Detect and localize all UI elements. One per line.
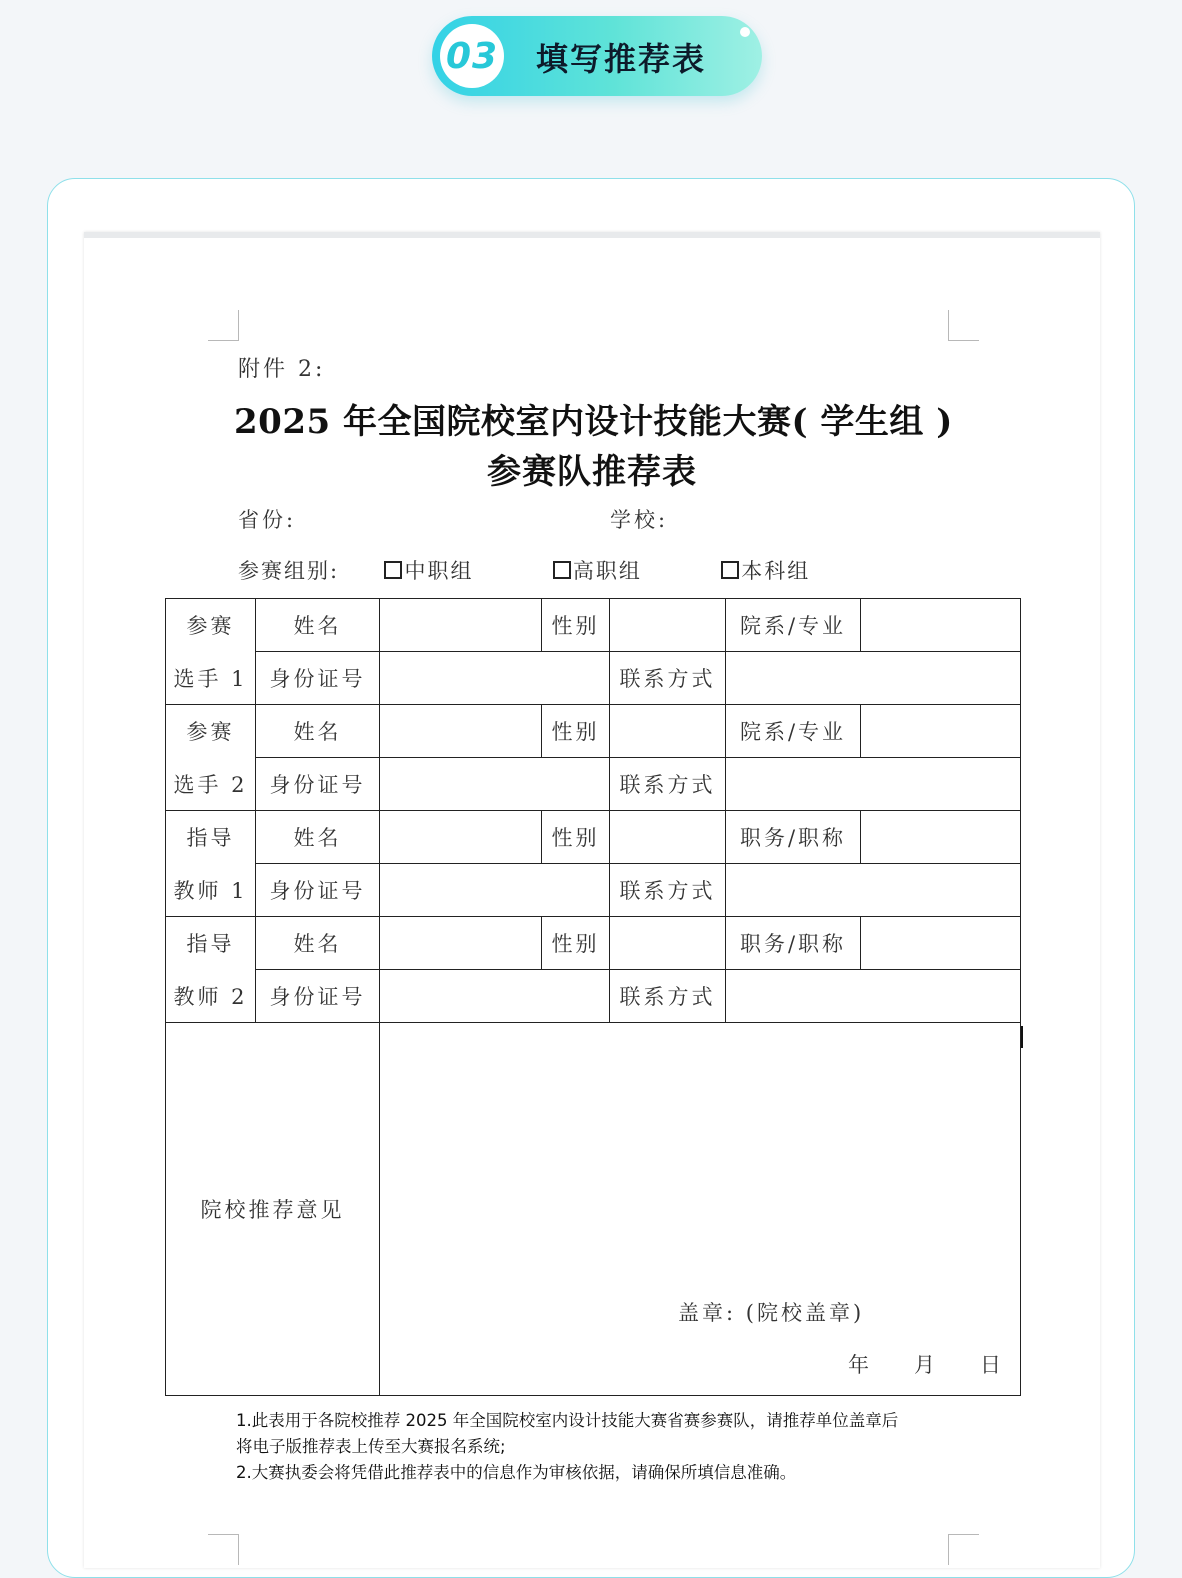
group-label: 参赛组别:: [238, 559, 340, 583]
page-corner-mark: [208, 1534, 239, 1565]
recommendation-input-cell[interactable]: [380, 1023, 1021, 1396]
gender-input-cell[interactable]: [610, 705, 726, 758]
form-notes: [236, 1408, 898, 1486]
id-input-cell[interactable]: [380, 864, 610, 917]
row-group-label: 指导: [166, 917, 256, 970]
cell-label: 职务/职称: [726, 917, 861, 970]
note-line: 2.大赛执委会将凭借此推荐表中的信息作为审核依据，请确保所填信息准确。: [236, 1463, 797, 1482]
date-line: [848, 1349, 1046, 1379]
dept-input-cell[interactable]: [861, 599, 1021, 652]
step-title: 填写推荐表: [536, 40, 707, 78]
cell-label: 联系方式: [610, 758, 726, 811]
document-title-line1: 2025 年全国院校室内设计技能大赛( 学生组 ): [234, 402, 953, 442]
decorative-dot: [740, 27, 750, 37]
gender-input-cell[interactable]: [610, 599, 726, 652]
document-page: [84, 232, 1100, 1568]
row-group-label: 选手 1: [166, 652, 256, 705]
checkbox-vocational-secondary[interactable]: [384, 561, 402, 579]
cell-label: 院系/专业: [726, 599, 861, 652]
contact-input-cell[interactable]: [726, 864, 1021, 917]
text-cursor: [1021, 1026, 1023, 1048]
school-label: 学校:: [610, 508, 669, 532]
cell-label: 身份证号: [256, 652, 380, 705]
table-row: [166, 652, 1021, 705]
contact-input-cell[interactable]: [726, 758, 1021, 811]
row-group-label: 教师 1: [166, 864, 256, 917]
checkbox-undergraduate[interactable]: [721, 561, 739, 579]
id-input-cell[interactable]: [380, 970, 610, 1023]
dept-input-cell[interactable]: [861, 705, 1021, 758]
name-input-cell[interactable]: [380, 599, 542, 652]
table-row: [166, 758, 1021, 811]
page-corner-mark: [948, 1534, 979, 1565]
table-row: [166, 1023, 1021, 1396]
step-number-badge: [440, 24, 504, 88]
step-number: 03: [445, 35, 499, 77]
page-corner-mark: [948, 310, 979, 341]
title-input-cell[interactable]: [861, 917, 1021, 970]
row-group-label: 教师 2: [166, 970, 256, 1023]
cell-label: 性别: [542, 599, 610, 652]
attachment-label: 附件 2:: [238, 357, 326, 382]
table-row: [166, 970, 1021, 1023]
row-group-label: 参赛: [166, 599, 256, 652]
note-line: 1.此表用于各院校推荐 2025 年全国院校室内设计技能大赛省赛参赛队，请推荐单位盖章后: [236, 1411, 899, 1430]
cell-label: 院系/专业: [726, 705, 861, 758]
cell-label: 性别: [542, 811, 610, 864]
cell-label: 联系方式: [610, 652, 726, 705]
contact-input-cell[interactable]: [726, 652, 1021, 705]
cell-label: 身份证号: [256, 864, 380, 917]
group-option-label: 高职组: [572, 559, 642, 583]
row-group-label: 选手 2: [166, 758, 256, 811]
contact-input-cell[interactable]: [726, 970, 1021, 1023]
group-option-label: 本科组: [741, 559, 811, 583]
cell-label: 联系方式: [610, 864, 726, 917]
cell-label: 姓名: [256, 599, 380, 652]
gender-input-cell[interactable]: [610, 811, 726, 864]
day-label: 日: [980, 1353, 1004, 1377]
id-input-cell[interactable]: [380, 758, 610, 811]
cell-label: 身份证号: [256, 758, 380, 811]
province-label: 省份:: [238, 508, 297, 532]
checkbox-vocational-higher[interactable]: [553, 561, 571, 579]
name-input-cell[interactable]: [380, 811, 542, 864]
cell-label: 职务/职称: [726, 811, 861, 864]
cell-label: 身份证号: [256, 970, 380, 1023]
name-input-cell[interactable]: [380, 917, 542, 970]
table-row: [166, 917, 1021, 970]
table-row: [166, 705, 1021, 758]
page-corner-mark: [208, 310, 239, 341]
table-row: [166, 864, 1021, 917]
gender-input-cell[interactable]: [610, 917, 726, 970]
step-header: [432, 16, 762, 96]
row-group-label: 指导: [166, 811, 256, 864]
cell-label: 联系方式: [610, 970, 726, 1023]
group-option-label: 中职组: [404, 559, 474, 583]
seal-text: 盖章: (院校盖章): [678, 1301, 865, 1325]
row-group-label: 参赛: [166, 705, 256, 758]
cell-label: 姓名: [256, 705, 380, 758]
month-label: 月: [914, 1353, 938, 1377]
group-selection-row: [238, 555, 810, 585]
note-line: 将电子版推荐表上传至大赛报名系统;: [236, 1437, 506, 1456]
year-label: 年: [848, 1353, 872, 1377]
title-input-cell[interactable]: [861, 811, 1021, 864]
name-input-cell[interactable]: [380, 705, 542, 758]
table-row: [166, 811, 1021, 864]
cell-label: 姓名: [256, 811, 380, 864]
recommendation-form-table: [165, 598, 1021, 1396]
table-row: [166, 599, 1021, 652]
cell-label: 性别: [542, 917, 610, 970]
recommendation-label: 院校推荐意见: [166, 1023, 380, 1396]
cell-label: 姓名: [256, 917, 380, 970]
id-input-cell[interactable]: [380, 652, 610, 705]
cell-label: 性别: [542, 705, 610, 758]
document-title-line2: 参赛队推荐表: [487, 452, 697, 492]
